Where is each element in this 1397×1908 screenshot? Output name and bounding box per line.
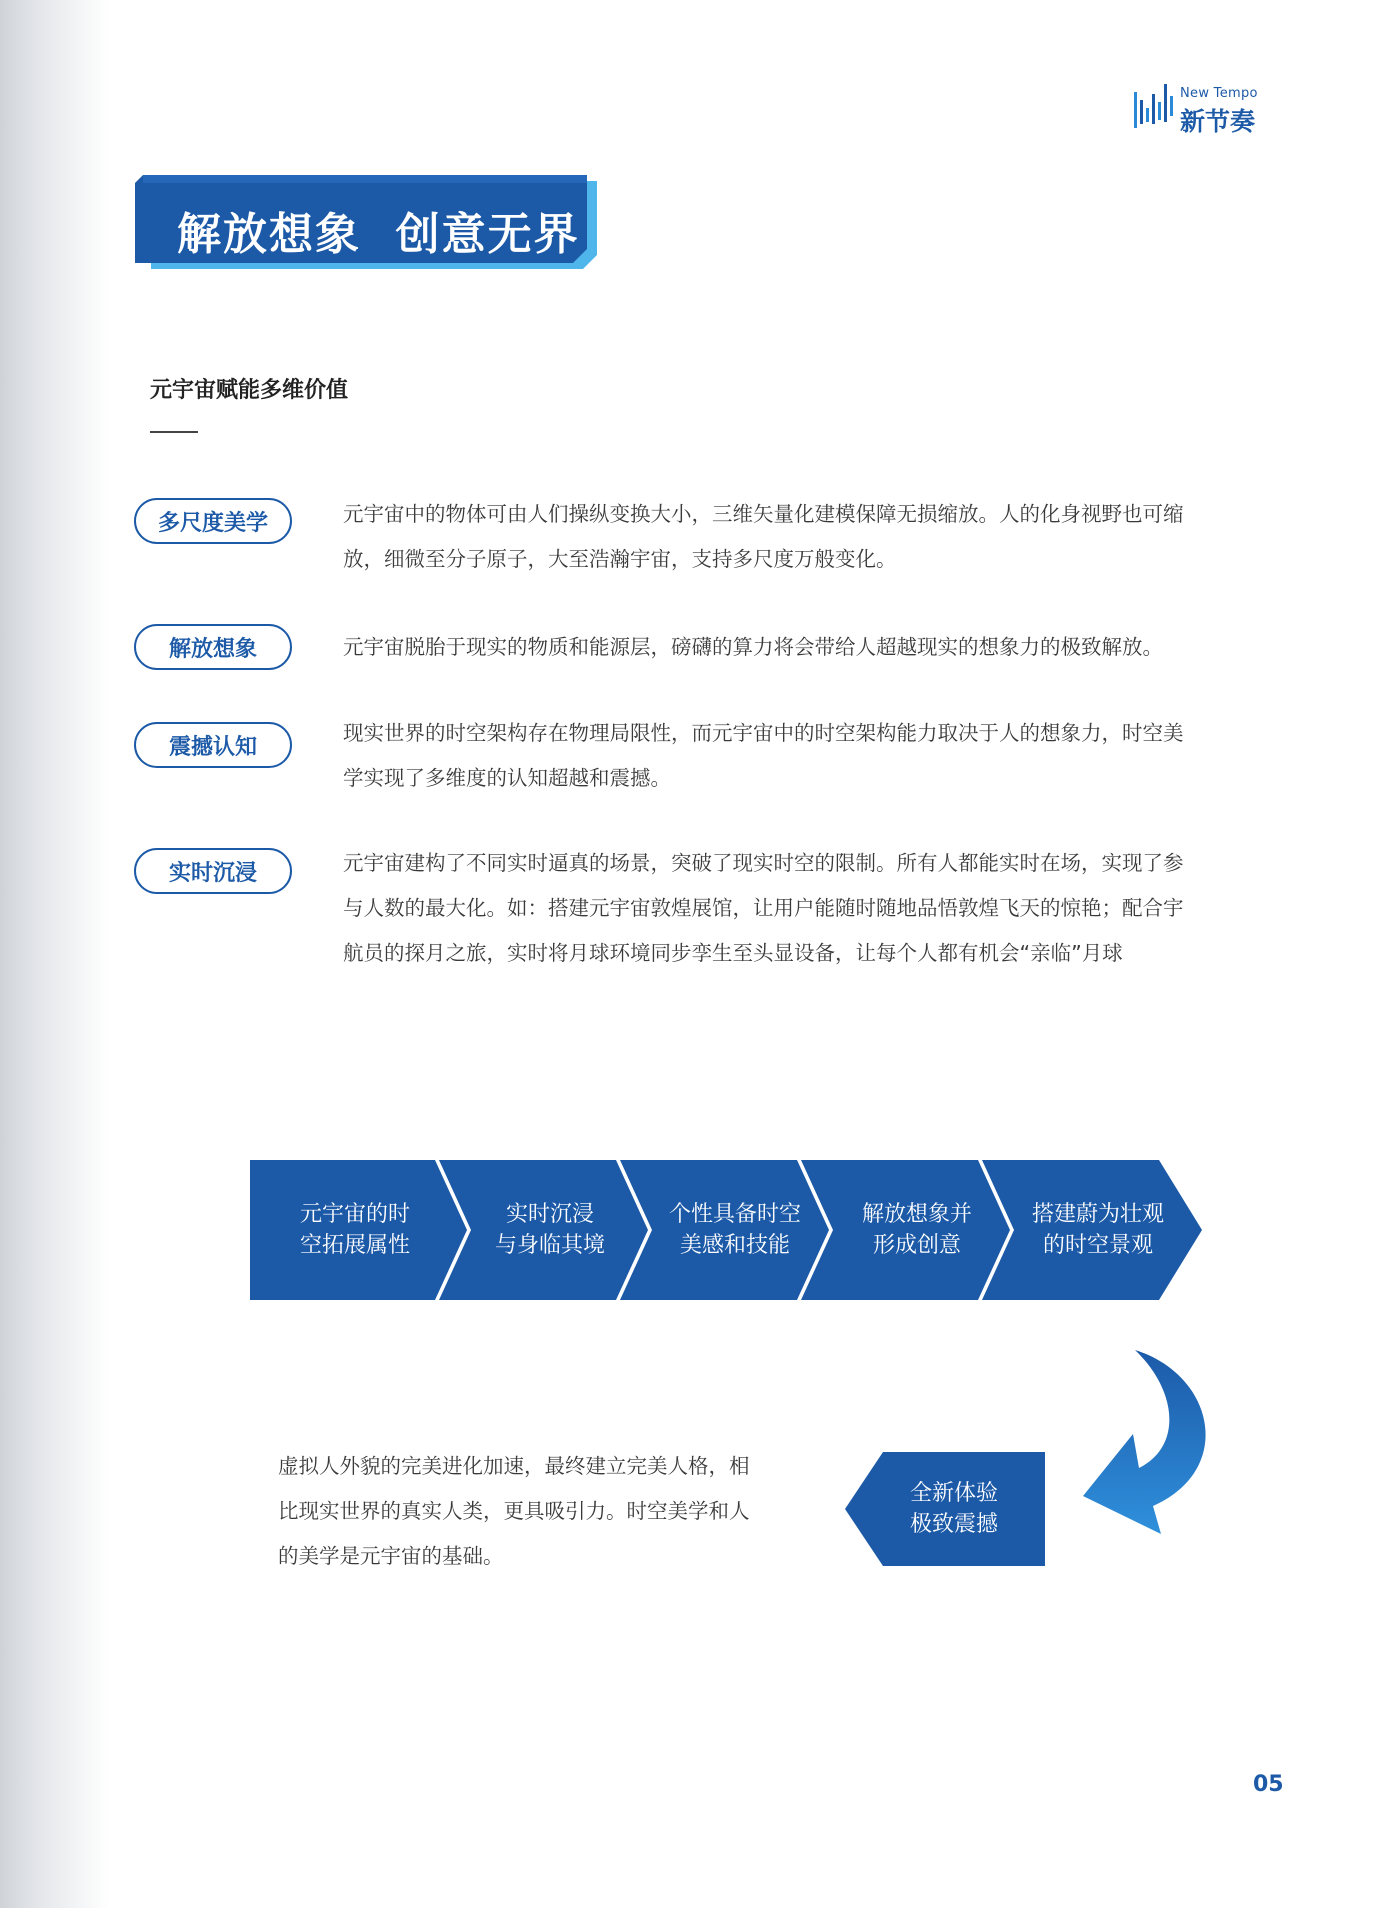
- text-line: 元宇宙中的物体可由人们操纵变换大小，三维矢量化建模保障无损缩放。人的化身视野也可缩: [343, 502, 1184, 526]
- flow-step-4: 解放想象并 形成创意: [861, 1202, 972, 1258]
- brand-logo: [1134, 80, 1259, 135]
- text-line: 元宇宙脱胎于现实的物质和能源层，磅礴的算力将会带给人超越现实的想象力的极致解放。: [343, 635, 1163, 659]
- tag-real-time-immersion: 实时沉浸: [134, 848, 292, 894]
- feature-text-free-imagination: [343, 625, 1263, 670]
- section-divider: [150, 431, 198, 433]
- text-line: 的美学是元宇宙的基础。: [278, 1544, 504, 1568]
- page-number: 05: [1253, 1772, 1284, 1797]
- tag-multi-scale: 多尺度美学: [134, 498, 292, 544]
- page-title: 解放想象 创意无界: [177, 209, 580, 260]
- sound-bars-icon: [1134, 80, 1178, 130]
- result-box: [845, 1452, 1045, 1566]
- flow-step-3: 个性具备时空 美感和技能: [668, 1202, 801, 1258]
- feature-text-real-time-immersion: [343, 841, 1263, 976]
- text-line: 虚拟人外貌的完美进化加速，最终建立完美人格，相: [278, 1454, 750, 1478]
- text-line: 放，细微至分子原子，大至浩瀚宇宙，支持多尺度万般变化。: [343, 547, 897, 571]
- text-line: 比现实世界的真实人类，更具吸引力。时空美学和人: [278, 1499, 750, 1523]
- section-title: 元宇宙赋能多维价值: [150, 378, 349, 403]
- flow-step-2: 实时沉浸 与身临其境: [494, 1202, 605, 1258]
- flow-step-5: 搭建蔚为壮观 的时空景观: [1031, 1202, 1164, 1258]
- brand-name-cn: 新节奏: [1180, 107, 1256, 136]
- curved-arrow-icon: [1065, 1350, 1235, 1554]
- text-line: 航员的探月之旅，实时将月球环境同步孪生至头显设备，让每个人都有机会“亲临”月球: [343, 941, 1123, 965]
- tag-free-imagination: 解放想象: [134, 624, 292, 670]
- text-line: 学实现了多维度的认知超越和震撼。: [343, 766, 671, 790]
- summary-text: [278, 1444, 808, 1579]
- title-banner: [135, 175, 605, 275]
- flow-step-1: 元宇宙的时 空拓展属性: [299, 1202, 410, 1258]
- page-spine-shadow: [0, 0, 110, 1908]
- feature-text-shocking-cognition: [343, 711, 1263, 801]
- brand-name-en: New Tempo: [1180, 86, 1258, 101]
- result-label: 全新体验 极致震撼: [909, 1481, 998, 1537]
- tag-shocking-cognition: 震撼认知: [134, 722, 292, 768]
- text-line: 与人数的最大化。如：搭建元宇宙敦煌展馆，让用户能随时随地品悟敦煌飞天的惊艳；配合宇: [343, 896, 1184, 920]
- feature-text-multi-scale: [343, 492, 1263, 582]
- text-line: 元宇宙建构了不同实时逼真的场景，突破了现实时空的限制。所有人都能实时在场，实现了参: [343, 851, 1184, 875]
- text-line: 现实世界的时空架构存在物理局限性，而元宇宙中的时空架构能力取决于人的想象力，时空美: [343, 721, 1184, 745]
